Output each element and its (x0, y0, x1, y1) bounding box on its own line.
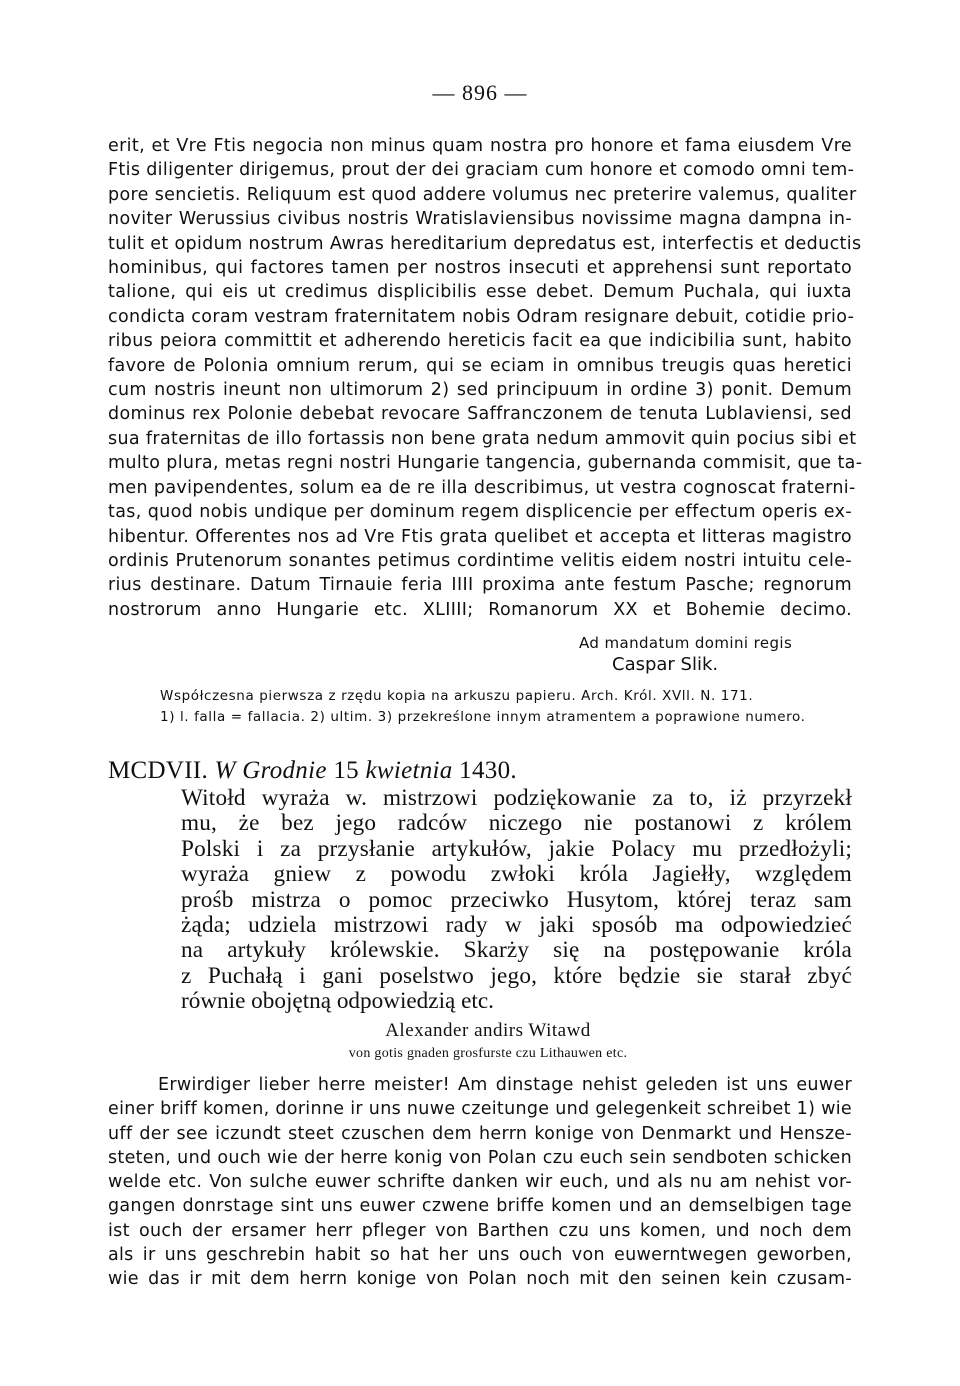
summary-text-line: mu, że bez jego radców niczego nie postanowi z królem (181, 810, 852, 837)
latin-text-line: favore de Polonia omnium rerum, qui se eciam in omnibus treugis quas heretici (108, 355, 852, 376)
latin-text-line: hominibus, qui factores tamen per nostros insecuti et apprehensi sunt reportato (108, 258, 852, 279)
latin-lines (108, 134, 863, 622)
latin-text-line: nostrorum anno Hungarie etc. XLIIII; Romanorum XX et Bohemie decimo. (108, 599, 852, 620)
heading-place: W Grodnie (214, 757, 327, 784)
german-text-line: Erwirdiger lieber herre meister! Am dinstage nehist geleden ist uns euwer (158, 1075, 852, 1095)
heading-day: 15 (333, 757, 359, 784)
latin-text-line: multo plura, metas regni nostri Hungarie tangencia, gubernanda commisit, que ta- (108, 453, 863, 474)
summary-text-line: z Puchałą i gani poselstwo jego, które będzie sie starał zbyć (181, 962, 852, 989)
latin-text-line: tulit et opidum nostrum Awras hereditarium depredatus est, interfectis et deductis (108, 233, 862, 254)
german-text-line: einer briff komen, dorinne ir uns nuwe czeitunge und gelegenkeit schreibet 1) wie (108, 1099, 852, 1120)
latin-letter-body (108, 134, 863, 622)
latin-text-line: talione, qui eis ut credimus displicibilis esse debet. Demum Puchala, qui iuxta (108, 282, 852, 303)
latin-text-line: erit, et Vre Ftis negocia non minus quam nostra pro honore et fama eiusdem Vre (108, 136, 852, 156)
summary-last-line: równie obojętną odpowiedzią etc. (181, 988, 494, 1015)
german-text-line: gangen donrstage sint uns euwer czwene briffe komen und an demselbigen tage (108, 1196, 852, 1217)
summary-text-line: wyraża gniew z powodu zwłoki króla Jagiełły, względem (181, 861, 852, 888)
german-text-line: uff der see iczundt steet czuschen dem herrn konige von Denmarkt und Hensze- (108, 1123, 852, 1144)
summary-text-line: na artykuły królewskie. Skarży się na postępowanie króla (181, 937, 852, 964)
latin-text-line: noviter Werussius civibus nostris Wratislaviensibus novissime magna dampna in- (108, 209, 852, 230)
summary-text-line: Polski i za przysłanie artykułów, jakie Polacy mu przedłożyli; (181, 835, 852, 862)
latin-text-line: men pavipendentes, solum ea de re illa describimus, ut vestra cognoscat fraterni- (108, 477, 856, 498)
summary-lines (181, 786, 852, 989)
german-text-line: wie das ir mit dem herrn konige von Polan noch mit den seinen kein czusam- (108, 1269, 852, 1290)
heading-month: kwietnia (365, 757, 453, 784)
signer-name: Caspar Slik. (612, 654, 719, 675)
footnotes: 1) l. falla = fallacia. 2) ultim. 3) przekreślone innym atramentem a poprawione numero. (160, 709, 806, 725)
document-number: MCDVII. (108, 757, 209, 784)
latin-text-line: ribus peiora committit et adherendo hereticis facit ea que indicibilia sunt, habito (108, 331, 852, 352)
document-heading (108, 757, 517, 785)
document-summary (181, 786, 852, 1015)
source-note: Współczesna pierwsza z rzędu kopia na arkuszu papieru. Arch. Król. XVll. N. 171. (160, 688, 754, 704)
latin-text-line: ordinis Prutenorum sonantes petimus cordintime velitis eidem nostri intuitu cele- (108, 550, 852, 571)
german-text-line: welde etc. Von sulche euwer schrifte danken wir euch, und als nu am nehist vor- (108, 1172, 852, 1193)
latin-text-line: cum nostris ineunt non ultimorum 2) sed principuum in ordine 3) ponit. Demum (108, 380, 852, 401)
german-lines (108, 1073, 852, 1292)
german-text-line: ist ouch der ersamer herr pfleger von Barthen czu uns komen, und noch dem (108, 1220, 852, 1241)
heading-year: 1430. (459, 757, 517, 784)
german-text-line: als ir uns geschrebin habit so hat her uns ouch von euwerntwegen geworben, (108, 1245, 852, 1266)
summary-text-line: Witołd wyraża w. mistrzowi podziękowanie za to, iż przyrzekł (181, 785, 852, 811)
latin-text-line: condicta coram vestram fraternitatem nobis Odram resignare debuit, cotidie prio- (108, 306, 855, 327)
sender-name: Alexander andirs Witawd (385, 1020, 591, 1041)
summary-text-line: prośb mistrza o pomoc przeciwko Husytom, której teraz sam (181, 886, 852, 913)
german-letter-body (108, 1073, 852, 1292)
latin-text-line: hibentur. Offerentes nos ad Vre Ftis grata quelibet et accepta et litteras magistro (108, 526, 852, 547)
latin-text-line: sua fraternitas de illo fortassis non bene grata nedum ammovit quin pocius sibi et (108, 428, 857, 449)
signature-line: Ad mandatum domini regis (579, 634, 793, 652)
latin-text-line: rius destinare. Datum Tirnauie feria IIII proxima ante festum Pasche; regnorum (108, 575, 852, 596)
sender-title: von gotis gnaden grosfurste czu Lithauwen etc. (348, 1046, 628, 1061)
german-text-line: steten, und ouch wie der herre konig von Polan czu euch sein sendboten schicken (108, 1147, 852, 1168)
latin-text-line: pore sencietis. Reliquum est quod addere volumus nec preterire valemus, qualiter (108, 184, 857, 205)
page-number: — 896 — (432, 80, 528, 105)
latin-text-line: tas, quod nobis undique per dominum regem displicencie per effectum operis ex- (108, 502, 852, 523)
latin-text-line: Ftis diligenter dirigemus, prout der dei graciam cum honore et comodo omni tem- (108, 160, 855, 181)
summary-text-line: żąda; udziela mistrzowi rady w jaki sposób ma odpowiedzieć (181, 912, 852, 939)
latin-text-line: dominus rex Polonie debebat revocare Saffranczonem de tenuta Lublaviensi, sed (108, 404, 852, 425)
